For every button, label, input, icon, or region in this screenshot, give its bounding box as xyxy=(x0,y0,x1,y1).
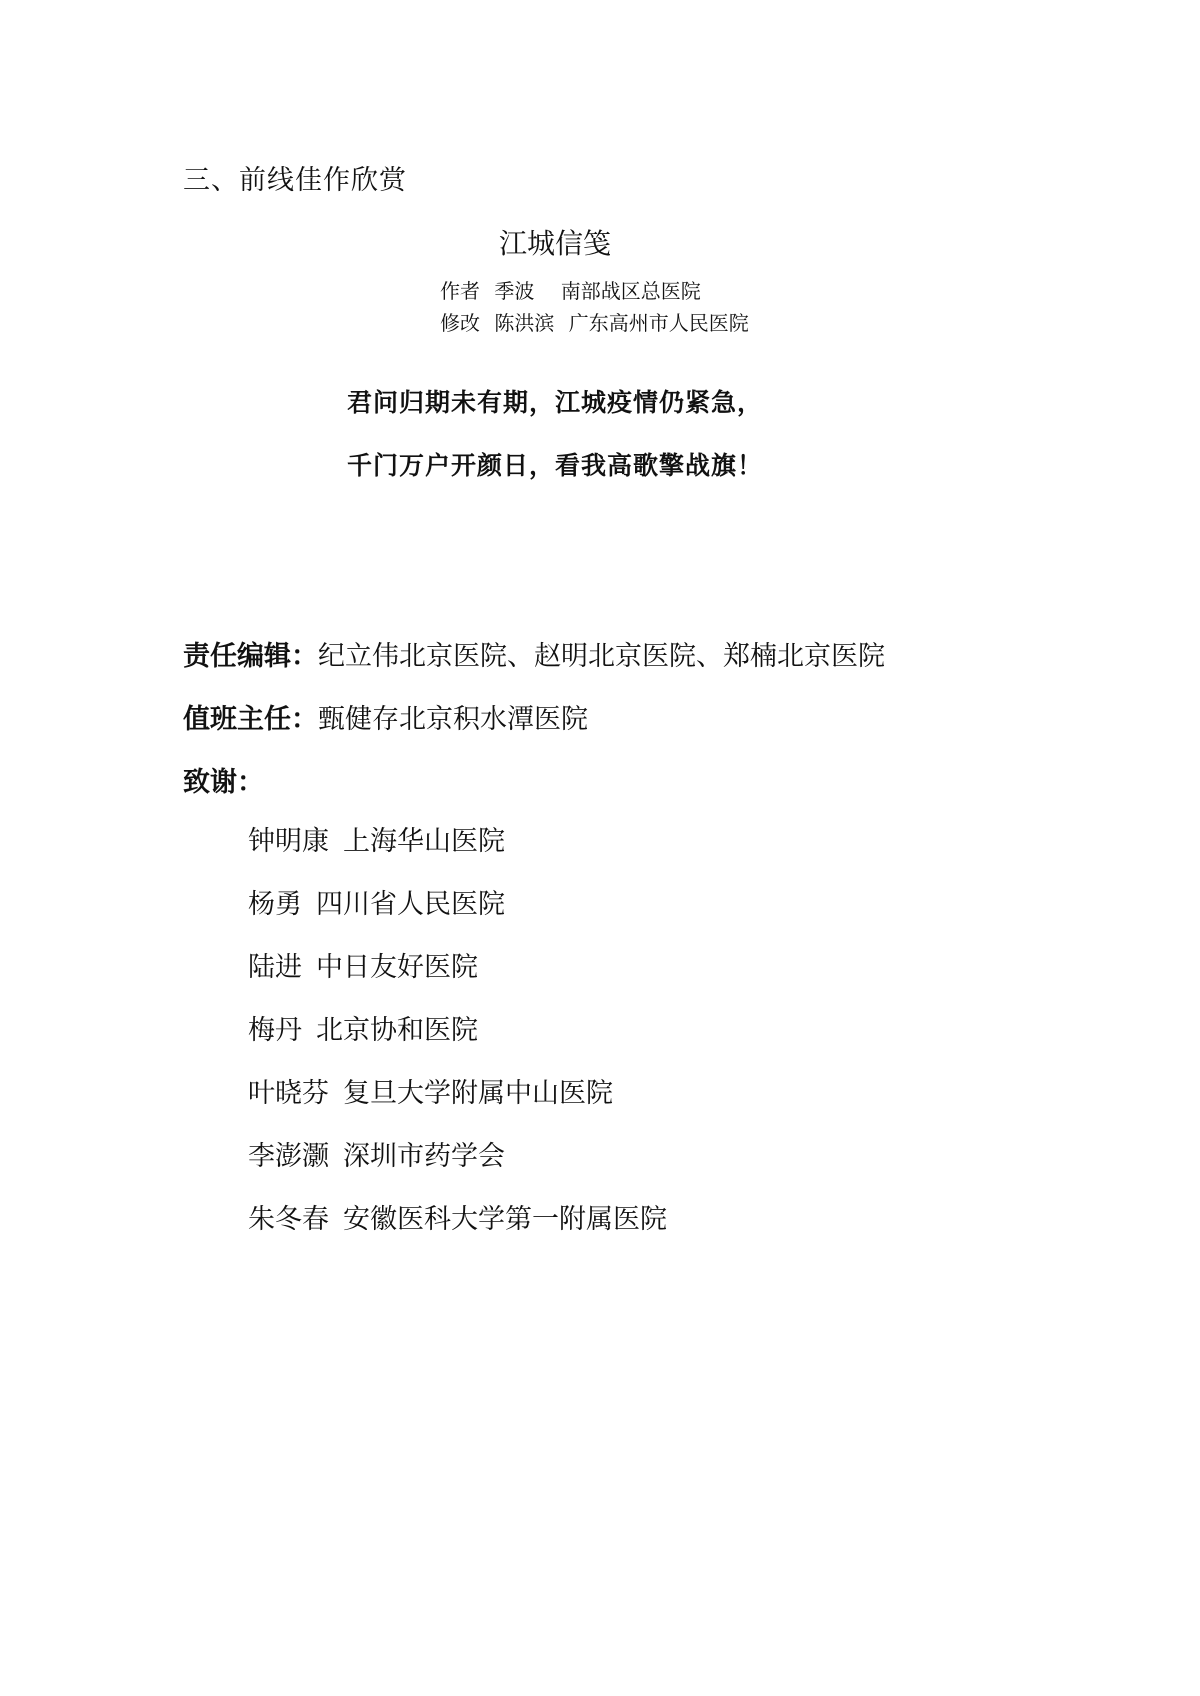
ack-org: 中日友好医院 xyxy=(316,952,478,983)
ack-name: 朱冬春 xyxy=(248,1204,329,1235)
list-item xyxy=(248,1074,667,1137)
poem-line: 君问归期未有期，江城疫情仍紧急， xyxy=(346,388,763,417)
ack-name: 杨勇 xyxy=(248,889,302,920)
ack-name: 李澎灏 xyxy=(248,1141,329,1172)
list-item xyxy=(248,948,667,1011)
duty-director xyxy=(183,697,588,736)
responsible-editors xyxy=(183,634,885,673)
credit-org: 南部战区总医院 xyxy=(560,279,701,303)
poem-author-credit xyxy=(440,275,701,304)
ack-org: 四川省人民医院 xyxy=(316,889,505,920)
credit-org: 广东高州市人民医院 xyxy=(568,311,749,335)
ack-org: 安徽医科大学第一附属医院 xyxy=(343,1204,667,1235)
credit-name: 季波 xyxy=(494,279,535,303)
poem-title: 江城信笺 xyxy=(498,227,611,260)
editors-value: 纪立伟北京医院、赵明北京医院、郑楠北京医院 xyxy=(318,641,885,672)
poem-editor-credit xyxy=(440,307,749,336)
list-item xyxy=(248,885,667,948)
ack-org: 北京协和医院 xyxy=(316,1015,478,1046)
acknowledgements-list xyxy=(248,822,667,1263)
ack-name: 叶晓芬 xyxy=(248,1078,329,1109)
ack-org: 上海华山医院 xyxy=(343,826,505,857)
acknowledgements-heading xyxy=(183,760,264,799)
list-item xyxy=(248,1200,667,1263)
director-value: 甄健存北京积水潭医院 xyxy=(318,704,588,735)
poem-line: 千门万户开颜日，看我高歌擎战旗！ xyxy=(346,451,763,480)
ack-name: 陆进 xyxy=(248,952,302,983)
director-label: 值班主任： xyxy=(183,704,318,735)
acknowledgements-label: 致谢： xyxy=(183,767,264,798)
section-heading: 三、前线佳作欣赏 xyxy=(183,165,407,196)
editors-label: 责任编辑： xyxy=(183,641,318,672)
ack-org: 复旦大学附属中山医院 xyxy=(343,1078,613,1109)
ack-name: 钟明康 xyxy=(248,826,329,857)
credit-role: 修改 xyxy=(440,311,480,335)
list-item xyxy=(248,822,667,885)
credit-role: 作者 xyxy=(440,279,480,303)
ack-org: 深圳市药学会 xyxy=(343,1141,505,1172)
ack-name: 梅丹 xyxy=(248,1015,302,1046)
credit-name: 陈洪滨 xyxy=(494,311,555,335)
list-item xyxy=(248,1011,667,1074)
list-item xyxy=(248,1137,667,1200)
